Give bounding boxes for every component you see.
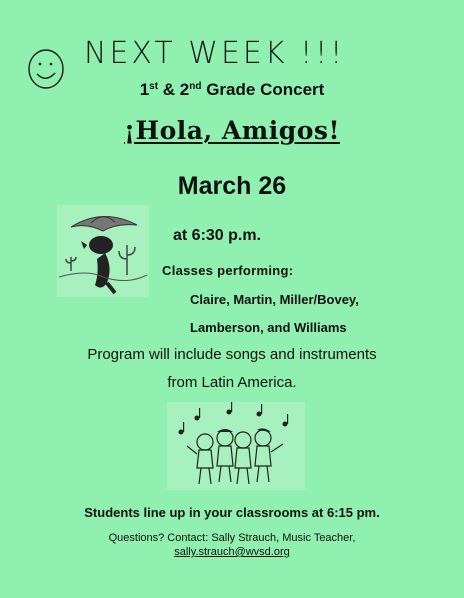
contact-email-link[interactable]: sally.strauch@wvsd.org [174, 546, 290, 558]
classes-list-line-2: Lamberson, and Williams [190, 320, 347, 335]
handwritten-note: NEXT WEEK !!! [84, 36, 346, 71]
lineup-instructions: Students line up in your classrooms at 6:15 pm. [84, 505, 380, 520]
contact-email-line [0, 546, 464, 558]
grade-first: 1 [139, 80, 150, 99]
classes-heading: Classes performing: [162, 263, 294, 278]
grade-second-suffix: nd [189, 81, 202, 92]
program-line-1: Program will include songs and instruments [87, 346, 377, 363]
grade-first-suffix: st [149, 81, 159, 92]
grade-rest: Grade Concert [201, 80, 325, 99]
sombrero-bird-clipart [57, 205, 149, 297]
concert-grade-heading [0, 80, 464, 100]
grade-amp: & 2 [158, 80, 190, 99]
concert-title: ¡Hola, Amigos! [124, 116, 340, 145]
classes-list-line-1: Claire, Martin, Miller/Bovey, [190, 292, 359, 307]
concert-date: March 26 [177, 172, 287, 200]
program-line-2: from Latin America. [167, 374, 297, 391]
concert-time: at 6:30 p.m. [173, 227, 262, 244]
contact-info: Questions? Contact: Sally Strauch, Music Teacher, [108, 532, 356, 544]
children-singing-clipart [167, 402, 305, 490]
